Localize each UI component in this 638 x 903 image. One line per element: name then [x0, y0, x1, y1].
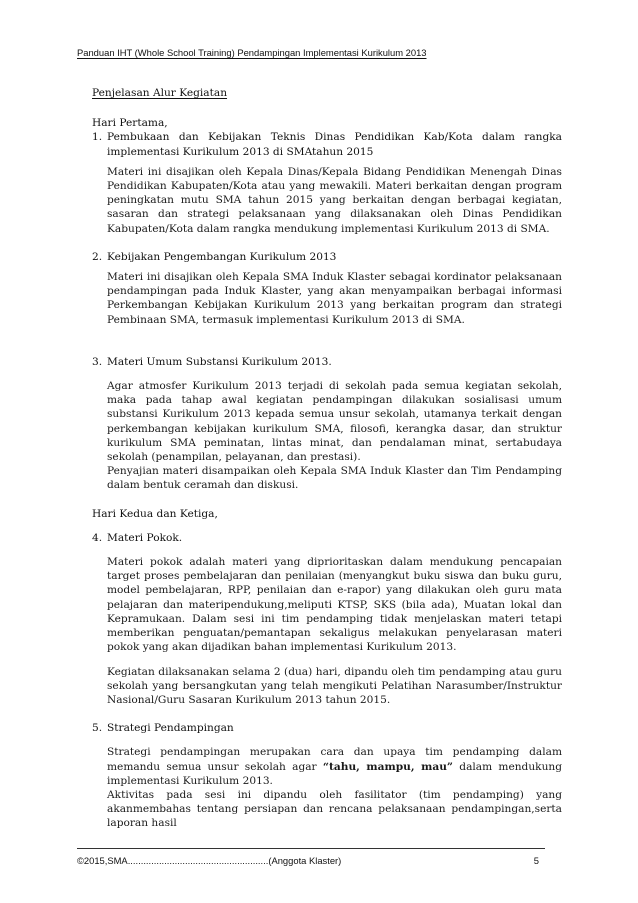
footer-rule — [77, 848, 545, 849]
text-run: dalam mendukung implementasi Kurikulum 2013. — [107, 760, 563, 787]
list-number: 3. — [92, 355, 103, 368]
paragraph: Materi pokok adalah materi yang diprioritaskan dalam mendukung pencapaian target proses pembelajaran dan penilaian (menyangkut buku siswa dan buku guru, model pembelajaran, RPP, penilaian dan e-rapor) yang dilakukan oleh guru mata pelajaran dan materipendukung,meliputi KTSP, SKS (bila ada), Muatan lokal dan Kepramukaan. Dalam sesi ini tim pendamping tidak menjelaskan materi tetapi memberikan penguatan/pemantapan sekaligus melakukan penyelarasan materi pokok yang akan dijadikan bahan implementasi Kurikulum 2013. — [107, 556, 562, 654]
paragraph: Aktivitas pada sesi ini dipandu oleh fasilitator (tim pendamping) yang akanmembahas tentang persiapan dan rencana pelaksanaan pendampingan,serta laporan hasil — [107, 788, 562, 830]
footer-sma: ©2015,SMA — [77, 855, 128, 866]
paragraph: Materi ini disajikan oleh Kepala Dinas/Kepala Bidang Pendidikan Menengah Dinas Pendidikan Kabupaten/Kota atau yang mewakili. Materi berkaitan dengan program peningkatan mutu SMA tahun 2015 yang berkaitan dengan berbagai kegiatan, sasaran dan strategi pelaksanaan yang dilaksanakan oleh Dinas Pendidikan Kabupaten/Kota dalam rangka mendukung implementasi Kurikulum 2013 di SMA. — [107, 165, 562, 235]
running-header: Panduan IHT (Whole School Training) Pendampingan Implementasi Kurikulum 2013 — [77, 47, 427, 58]
paragraph: Materi ini disajikan oleh Kepala SMA Induk Klaster sebagai kordinator pelaksanaan pendampingan pada Induk Klaster, yang akan menyampaikan berbagai informasi Perkembangan Kebijakan Kurikulum 2013 yang berkaitan program dan strategi Pembinaan SMA, termasuk implementasi Kurikulum 2013 di SMA. — [107, 271, 562, 326]
list-item-title: Materi Umum Substansi Kurikulum 2013. — [107, 355, 332, 368]
list-item-1 — [92, 130, 562, 158]
bold-phrase: “tahu, mampu, mau” — [322, 760, 453, 773]
list-item-4 — [92, 531, 562, 545]
list-item-3 — [92, 355, 562, 369]
day-heading-1: Hari Pertama, — [92, 117, 168, 130]
day-heading-2: Hari Kedua dan Ketiga, — [92, 507, 218, 520]
page-footer — [77, 855, 545, 866]
list-item-2 — [92, 250, 562, 264]
list-item-title: Strategi Pendampingan — [107, 722, 234, 735]
page-number: 5 — [533, 855, 539, 866]
list-number: 1. — [92, 131, 103, 144]
footer-copyright — [77, 855, 341, 866]
section-title: Penjelasan Alur Kegiatan — [92, 87, 228, 99]
paragraph: Kegiatan dilaksanakan selama 2 (dua) hari, dipandu oleh tim pendamping atau guru sekolah yang bersangkutan yang telah mengikuti Pelatihan Narasumber/Instruktur Nasional/Guru Sasaran Kurikulum 2013 tahun 2015. — [107, 665, 562, 706]
list-item-title: Pembukaan dan Kebijakan Teknis Dinas Pendidikan Kab/Kota dalam rangka implementasi Kurikulum 2013 di SMAtahun 2015 — [107, 131, 562, 158]
list-number: 5. — [92, 722, 103, 735]
footer-klaster: (Anggota Klaster) — [268, 855, 342, 866]
footer-dots: ...................................................... — [127, 855, 269, 866]
page-body — [92, 86, 562, 831]
paragraph: Agar atmosfer Kurikulum 2013 terjadi di sekolah pada semua kegiatan sekolah, maka pada tahap awal kegiatan pendampingan dilakukan sosialisasi umum substansi Kurikulum 2013 kepada semua unsur sekolah, utamanya terkait dengan perkembangan kebijakan kurikulum SMA, filosofi, kerangka dasar, dan struktur kurikulum SMA peminatan, lintas minat, dan pendalaman minat, sertabudaya sekolah (penampilan, pelayanan, dan prestasi). — [107, 380, 562, 464]
list-item-title: Materi Pokok. — [107, 531, 183, 544]
list-number: 4. — [92, 531, 103, 544]
text-run: Strategi pendampingan merupakan cara dan upaya tim pendamping dalam memandu semua unsur sekolah agar — [107, 746, 562, 773]
paragraph: Penyajian materi disampaikan oleh Kepala SMA Induk Klaster dan Tim Pendamping dalam bentuk ceramah dan diskusi. — [107, 465, 562, 492]
list-item-5 — [92, 721, 562, 735]
list-number: 2. — [92, 250, 103, 263]
list-item-title: Kebijakan Pengembangan Kurikulum 2013 — [107, 250, 337, 263]
paragraph — [107, 745, 562, 788]
